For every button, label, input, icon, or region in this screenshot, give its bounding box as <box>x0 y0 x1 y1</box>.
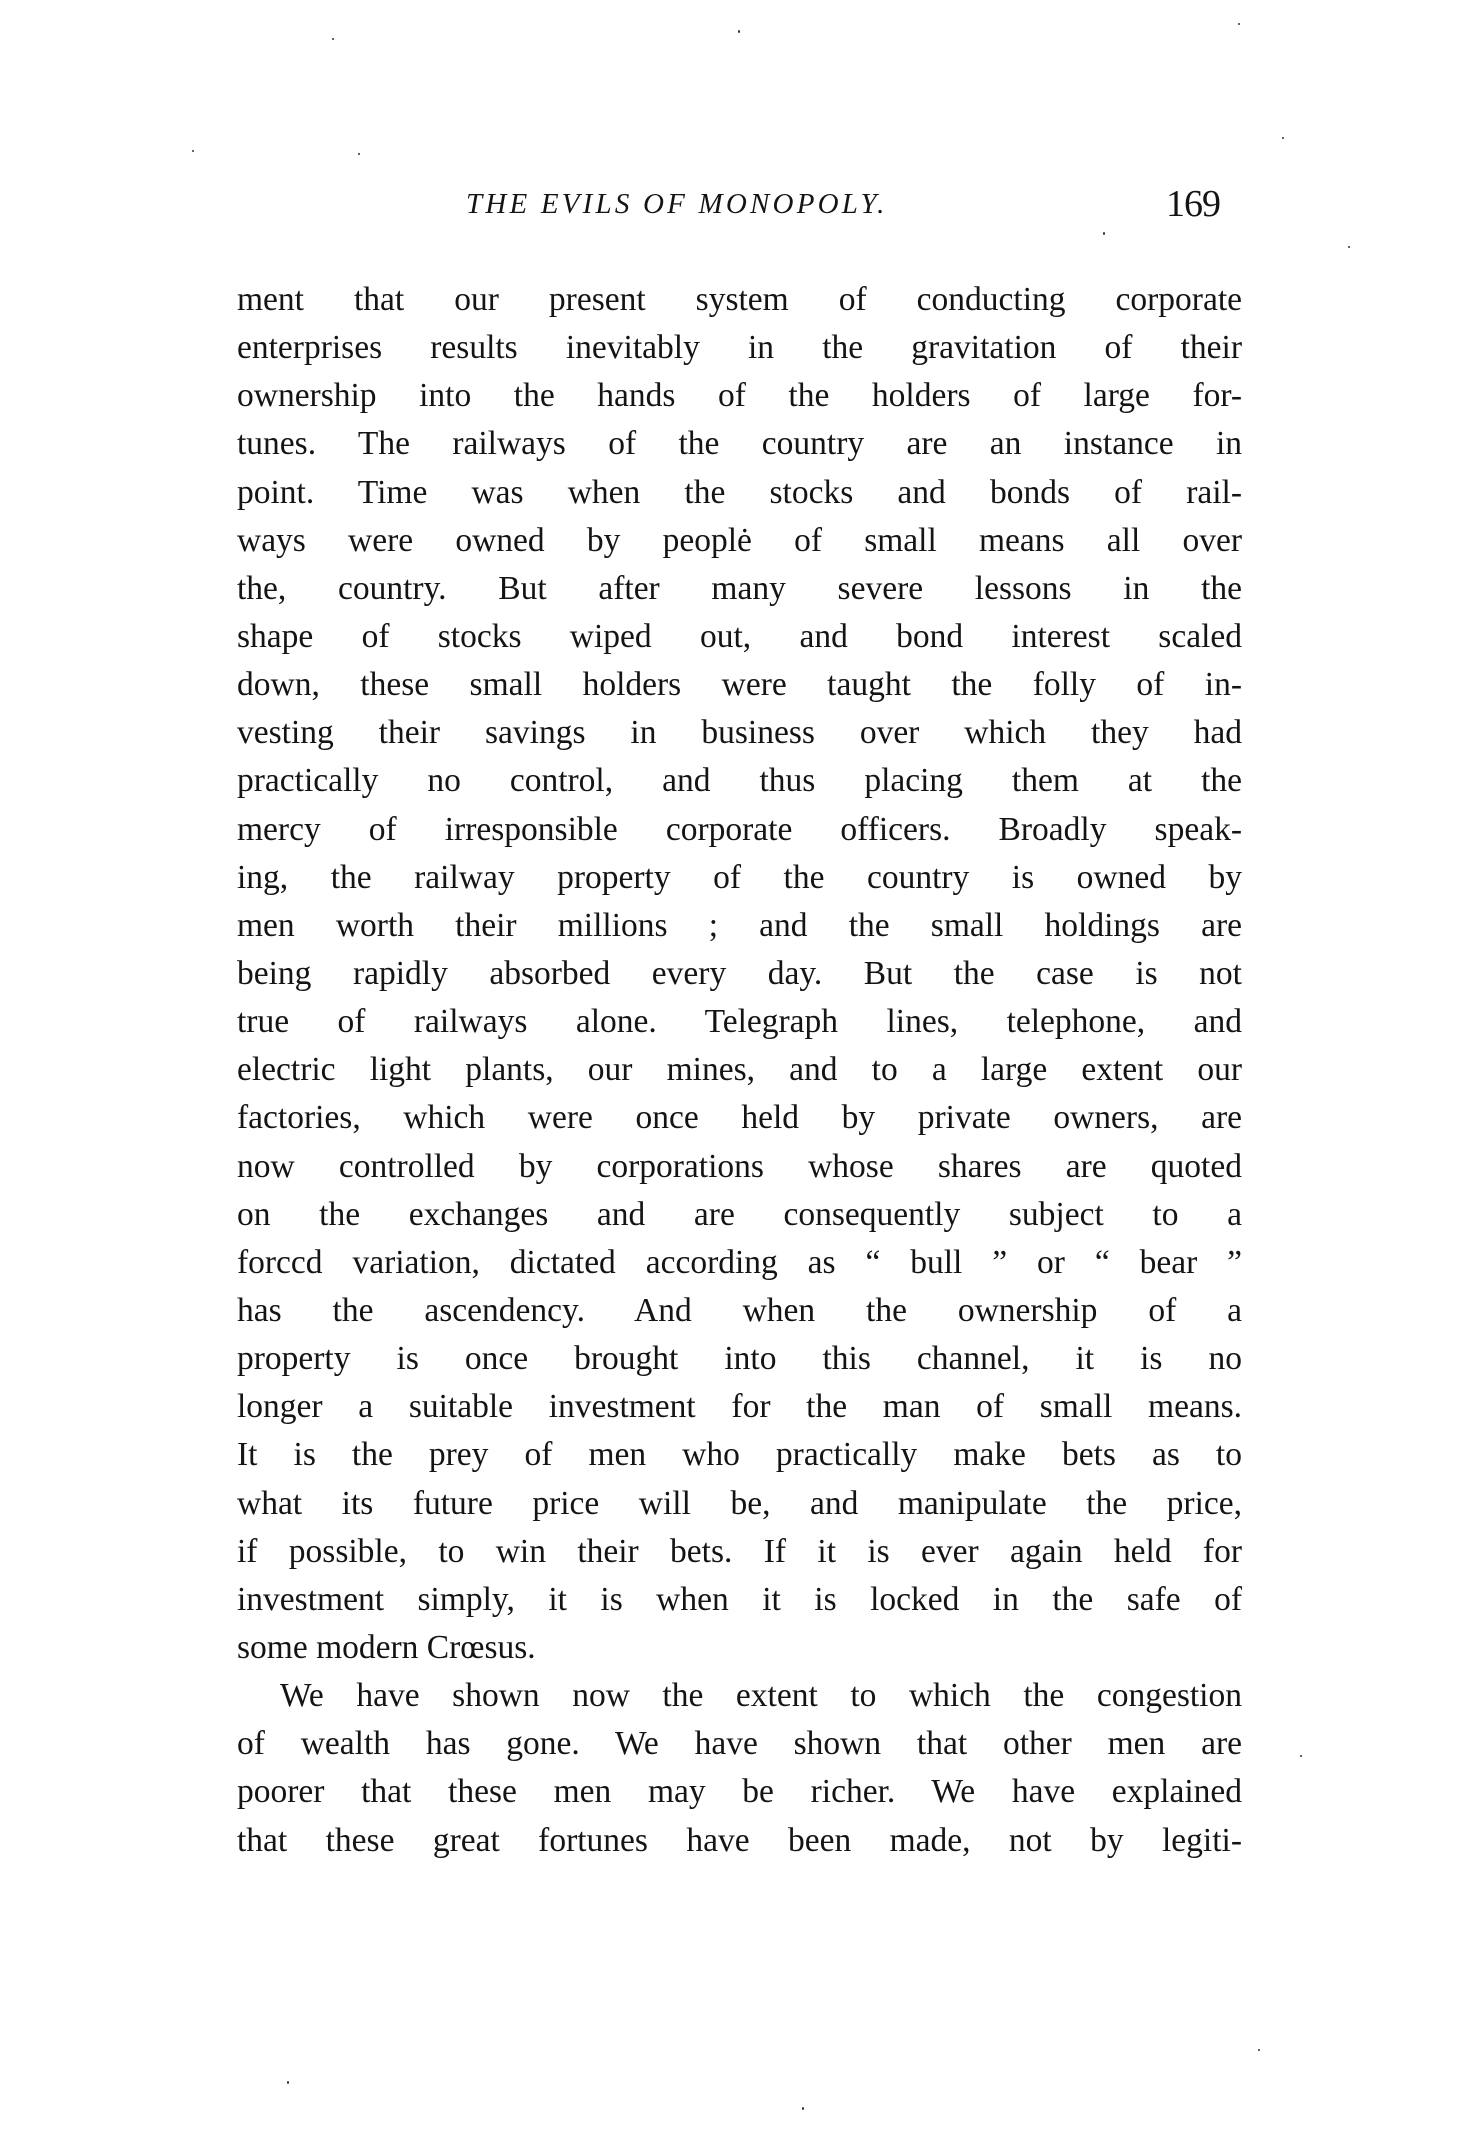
text-line: on the exchanges and are consequently subject to a <box>237 1195 1242 1233</box>
text-line: now controlled by corporations whose shares are quoted <box>237 1147 1242 1185</box>
text-line: ing, the railway property of the country is owned by <box>237 858 1242 896</box>
text-line: has the ascendency. And when the ownership of a <box>237 1291 1242 1329</box>
text-line: mercy of irresponsible corporate officers. Broadly speak- <box>237 810 1242 848</box>
text-line: some modern Crœsus. <box>237 1628 536 1666</box>
text-line: We have shown now the extent to which the congestion <box>280 1677 1242 1715</box>
text-line: practically no control, and thus placing them at the <box>237 762 1242 800</box>
scan-speck <box>1348 246 1350 248</box>
text-line: that these great fortunes have been made, not by legiti- <box>237 1821 1242 1859</box>
text-line: men worth their millions ; and the small holdings are <box>237 906 1242 944</box>
text-line: ownership into the hands of the holders of large for- <box>237 377 1242 415</box>
body-text <box>237 280 1242 1869</box>
text-line: true of railways alone. Telegraph lines, telephone, and <box>237 1003 1242 1041</box>
running-head: THE EVILS OF MONOPOLY. <box>466 188 888 220</box>
text-line: if possible, to win their bets. If it is ever again held for <box>237 1532 1242 1570</box>
scan-speck <box>802 2107 804 2110</box>
page-number: 169 <box>1166 183 1220 225</box>
scan-speck <box>332 38 334 40</box>
text-line: ment that our present system of conducting corporate <box>237 281 1242 318</box>
scan-speck <box>1282 137 1284 139</box>
text-line: point. Time was when the stocks and bonds of rail- <box>237 473 1242 511</box>
scan-speck <box>1300 1755 1302 1757</box>
text-line: electric light plants, our mines, and to a large extent our <box>237 1051 1242 1089</box>
scan-speck <box>192 150 194 152</box>
text-line: shape of stocks wiped out, and bond interest scaled <box>237 617 1242 655</box>
text-line: investment simply, it is when it is locked in the safe of <box>237 1580 1242 1618</box>
text-line: what its future price will be, and manipulate the price, <box>237 1484 1242 1522</box>
text-line: of wealth has gone. We have shown that other men are <box>237 1725 1242 1763</box>
scan-speck <box>287 2081 289 2084</box>
text-line: enterprises results inevitably in the gravitation of their <box>237 329 1242 367</box>
scan-speck <box>1258 2049 1260 2051</box>
text-line: forccd variation, dictated according as “ bull ” or “ bear ” <box>237 1243 1242 1281</box>
text-line: It is the prey of men who practically make bets as to <box>237 1436 1242 1474</box>
scan-speck <box>738 30 740 33</box>
text-line: property is once brought into this channel, it is no <box>237 1340 1242 1378</box>
text-line: poorer that these men may be richer. We have explained <box>237 1773 1242 1811</box>
text-line: the, country. But after many severe lessons in the <box>237 569 1242 607</box>
text-line: vesting their savings in business over which they had <box>237 714 1242 752</box>
paragraph-2 <box>237 1676 1242 1869</box>
text-line: down, these small holders were taught the folly of in- <box>237 666 1242 704</box>
paragraph-1 <box>237 280 1242 1676</box>
scan-speck <box>1103 232 1105 235</box>
text-line: tunes. The railways of the country are an instance in <box>237 425 1242 463</box>
scan-speck <box>1238 23 1240 25</box>
text-line: longer a suitable investment for the man of small means. <box>237 1388 1242 1426</box>
text-line: being rapidly absorbed every day. But the case is not <box>237 954 1242 992</box>
scan-speck <box>358 153 360 155</box>
text-line: ways were owned by peoplė of small means all over <box>237 521 1242 559</box>
text-line: factories, which were once held by private owners, are <box>237 1099 1242 1137</box>
